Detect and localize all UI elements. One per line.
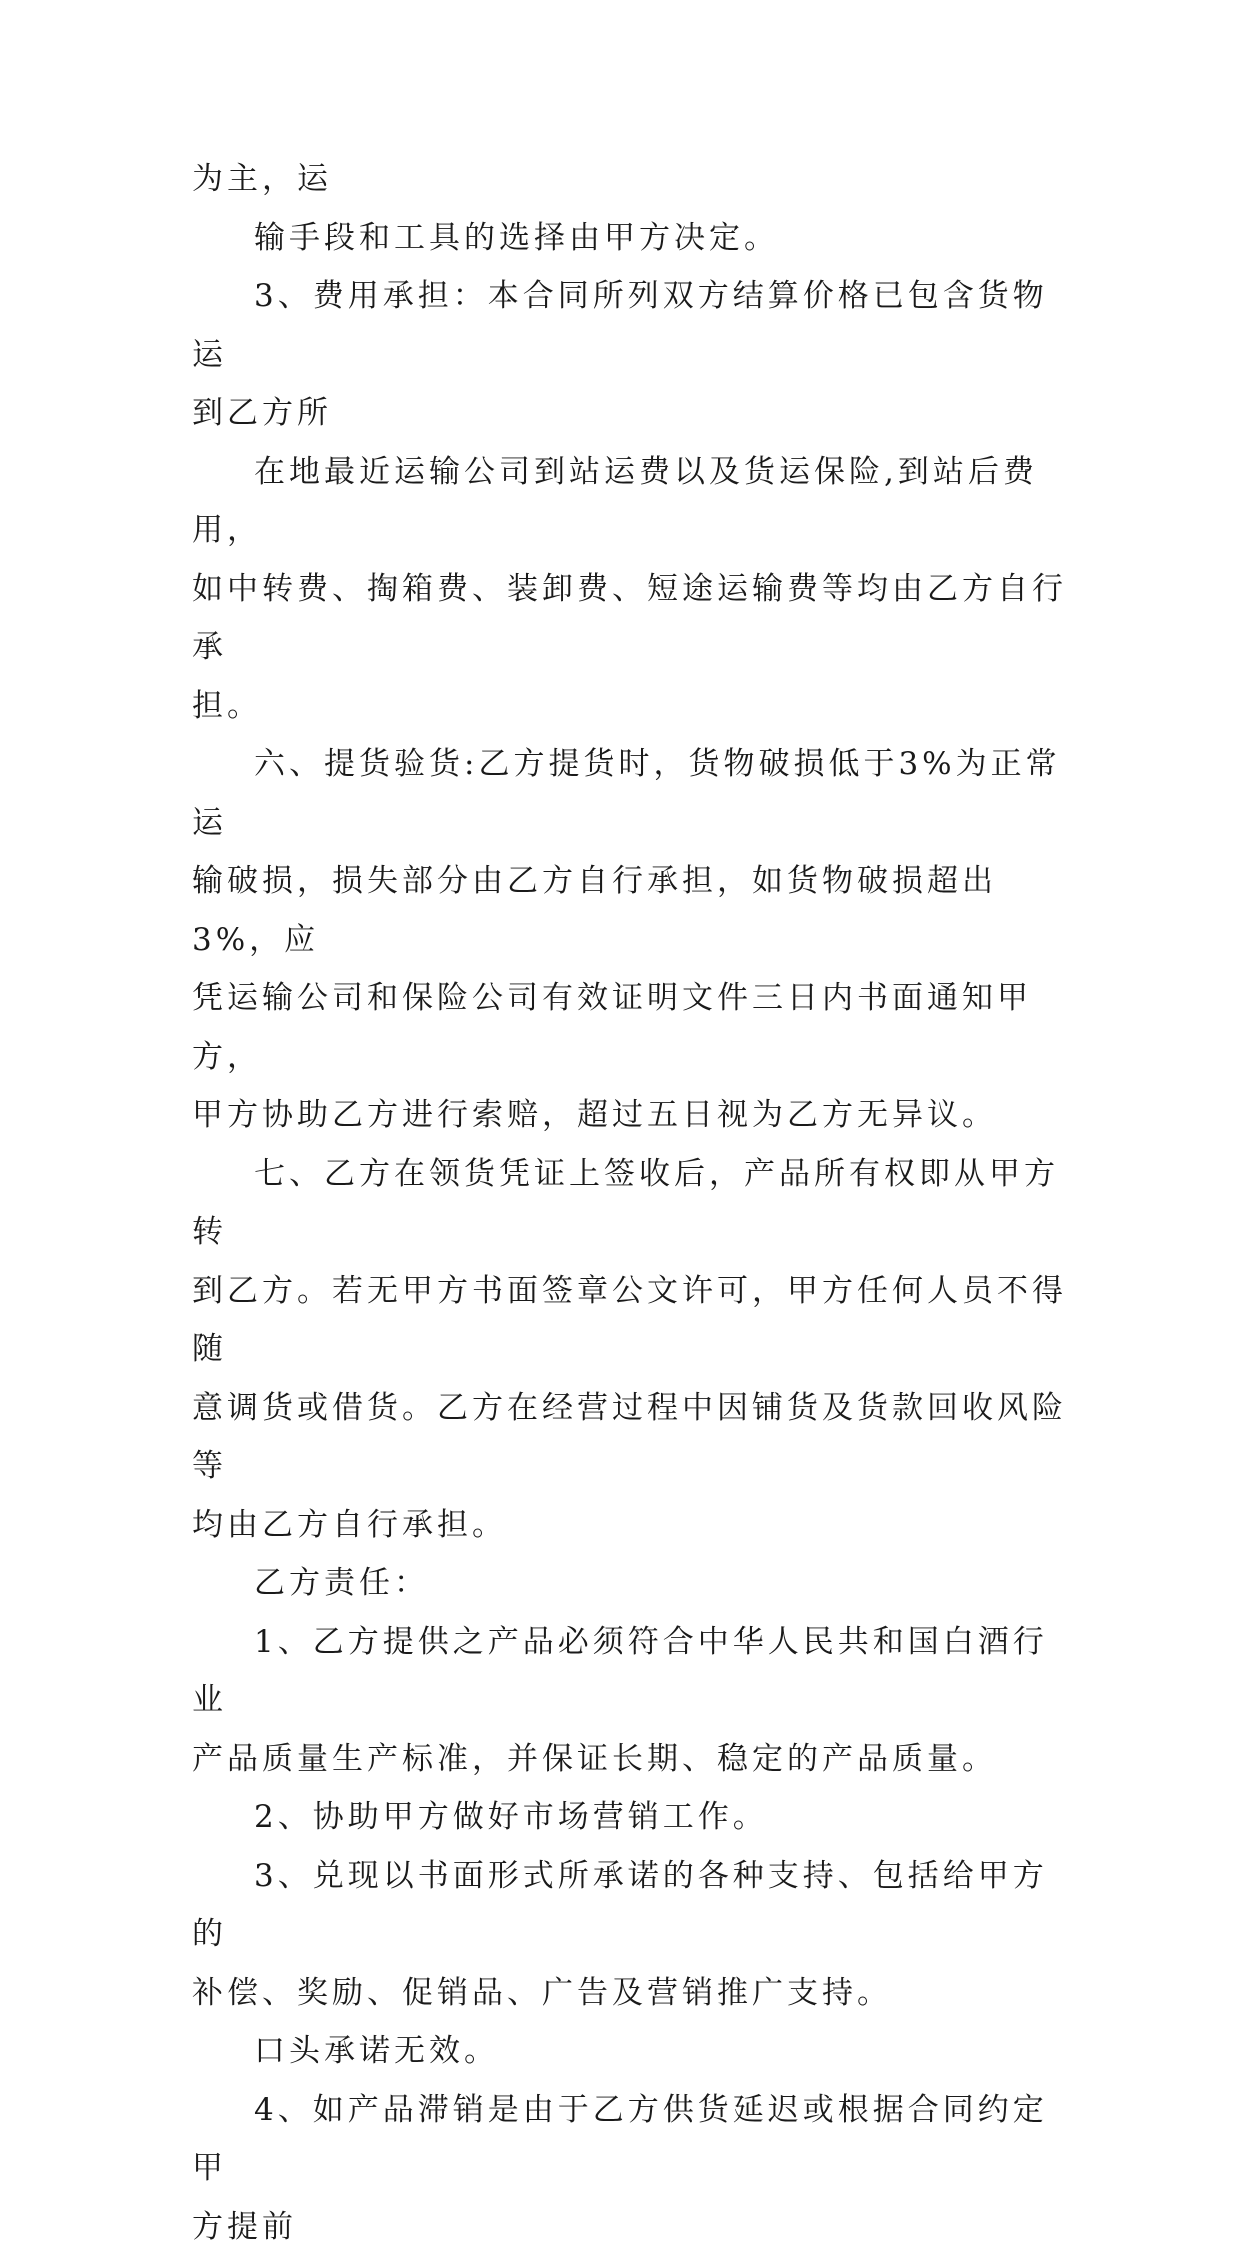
text-line: 到乙方。若无甲方书面签章公文许可，甲方任何人员不得随 (192, 1262, 1071, 1379)
paragraph (192, 443, 1071, 736)
text-line: 均由乙方自行承担。 (192, 1496, 1071, 1555)
paragraph (192, 150, 1071, 209)
text-line: 六、提货验货:乙方提货时，货物破损低于3%为正常运 (192, 735, 1071, 852)
text-line: 产品质量生产标准，并保证长期、稳定的产品质量。 (192, 1730, 1071, 1789)
text-line: 2、协助甲方做好市场营销工作。 (192, 1788, 1071, 1847)
paragraph (192, 1847, 1071, 2023)
section-heading (192, 1554, 1071, 1613)
text-line: 担。 (192, 677, 1071, 736)
text-line: 3、兑现以书面形式所承诺的各种支持、包括给甲方的 (192, 1847, 1071, 1964)
paragraph (192, 735, 1071, 1145)
text-line: 意调货或借货。乙方在经营过程中因铺货及货款回收风险等 (192, 1379, 1071, 1496)
paragraph (192, 267, 1071, 443)
paragraph (192, 1613, 1071, 1789)
text-line: 1、乙方提供之产品必须符合中华人民共和国白酒行业 (192, 1613, 1071, 1730)
text-line: 乙方责任： (192, 1554, 1071, 1613)
text-line: 如中转费、掏箱费、装卸费、短途运输费等均由乙方自行承 (192, 560, 1071, 677)
text-line: 3、费用承担：本合同所列双方结算价格已包含货物运 (192, 267, 1071, 384)
text-line: 输破损，损失部分由乙方自行承担，如货物破损超出3%，应 (192, 852, 1071, 969)
text-line: 4、如产品滞销是由于乙方供货延迟或根据合同约定甲 (192, 2081, 1071, 2198)
text-line: 甲方协助乙方进行索赔，超过五日视为乙方无异议。 (192, 1086, 1071, 1145)
paragraph (192, 1788, 1071, 1847)
text-line: 补偿、奖励、促销品、广告及营销推广支持。 (192, 1964, 1071, 2023)
paragraph (192, 2022, 1071, 2081)
paragraph (192, 2081, 1071, 2256)
text-line: 为主，运 (192, 150, 1071, 209)
paragraph (192, 209, 1071, 268)
text-line: 口头承诺无效。 (192, 2022, 1071, 2081)
paragraph (192, 1145, 1071, 1555)
text-line: 到乙方所 (192, 384, 1071, 443)
text-line: 凭运输公司和保险公司有效证明文件三日内书面通知甲方， (192, 969, 1071, 1086)
text-line: 输手段和工具的选择由甲方决定。 (192, 209, 1071, 268)
text-line: 七、乙方在领货凭证上签收后，产品所有权即从甲方转 (192, 1145, 1071, 1262)
document-body (192, 150, 1071, 2256)
text-line: 在地最近运输公司到站运费以及货运保险,到站后费用， (192, 443, 1071, 560)
text-line: 方提前 (192, 2198, 1071, 2256)
